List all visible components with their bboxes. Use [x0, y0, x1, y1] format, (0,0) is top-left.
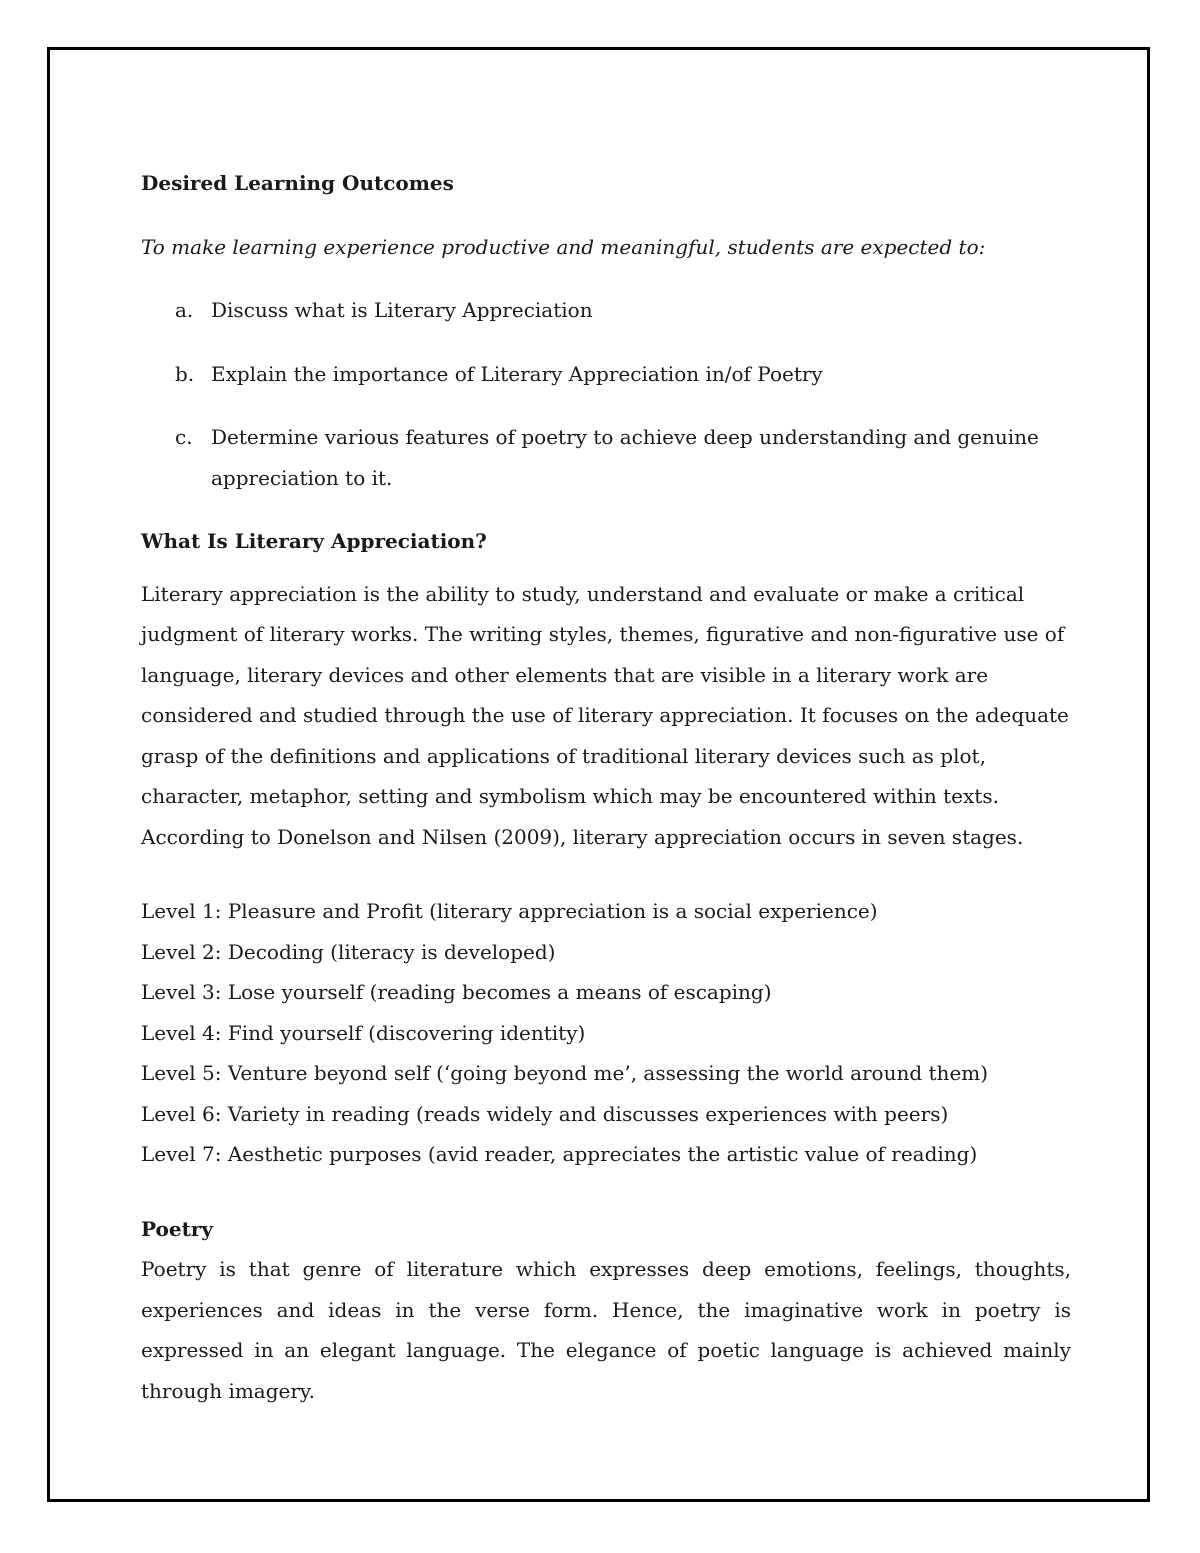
- level-item: Level 4: Find yourself (discovering identity): [141, 1020, 586, 1045]
- list-item: [141, 417, 1071, 498]
- level-item: Level 5: Venture beyond self (‘going beyond me’, assessing the world around them): [141, 1061, 989, 1085]
- poetry-paragraph: Poetry is that genre of literature which expresses deep emotions, feelings, thoughts, experiences and ideas in the verse form. Hence, the imaginative work in poetry is expressed in an elegant language. The elegance of poetic language is achieved mainly through imagery.: [141, 1257, 1071, 1403]
- appreciation-paragraph: Literary appreciation is the ability to study, understand and evaluate or make a critical judgment of literary works. The writing styles, themes, figurative and non-figurative use of language, literary devices and other elements that are visible in a literary work are considered and studied through the use of literary appreciation. It focuses on the adequate grasp of the definitions and applications of traditional literary devices such as plot, character, metaphor, setting and symbolism which may be encountered within texts.: [141, 581, 1069, 808]
- level-item: Level 3: Lose yourself (reading becomes a means of escaping): [141, 980, 772, 1004]
- poetry-heading: Poetry: [141, 1216, 213, 1241]
- list-item-text: Discuss what is Literary Appreciation: [211, 298, 593, 322]
- list-marker: c.: [175, 425, 193, 449]
- outcomes-heading: Desired Learning Outcomes: [141, 171, 454, 195]
- document-body: [141, 163, 1071, 1411]
- list-item-text: Determine various features of poetry to achieve deep understanding and genuine appreciation to it.: [211, 425, 1039, 490]
- list-item: [141, 290, 1071, 331]
- level-item: Level 6: Variety in reading (reads widely and discusses experiences with peers): [141, 1101, 949, 1126]
- stages-intro: According to Donelson and Nilsen (2009), literary appreciation occurs in seven stages.: [141, 824, 1024, 849]
- level-item: Level 2: Decoding (literacy is developed): [141, 939, 556, 964]
- list-marker: a.: [175, 298, 194, 322]
- outcomes-list: [141, 290, 1071, 498]
- list-marker: b.: [175, 361, 195, 386]
- list-item: [141, 354, 1071, 395]
- level-item: Level 7: Aesthetic purposes (avid reader, appreciates the artistic value of reading): [141, 1142, 978, 1166]
- appreciation-heading: What Is Literary Appreciation?: [141, 529, 487, 553]
- outcomes-intro: To make learning experience productive and meaningful, students are expected to:: [141, 234, 986, 259]
- list-item-text: Explain the importance of Literary Appreciation in/of Poetry: [211, 361, 823, 386]
- level-item: Level 1: Pleasure and Profit (literary appreciation is a social experience): [141, 899, 878, 923]
- levels-list: [141, 891, 1071, 1175]
